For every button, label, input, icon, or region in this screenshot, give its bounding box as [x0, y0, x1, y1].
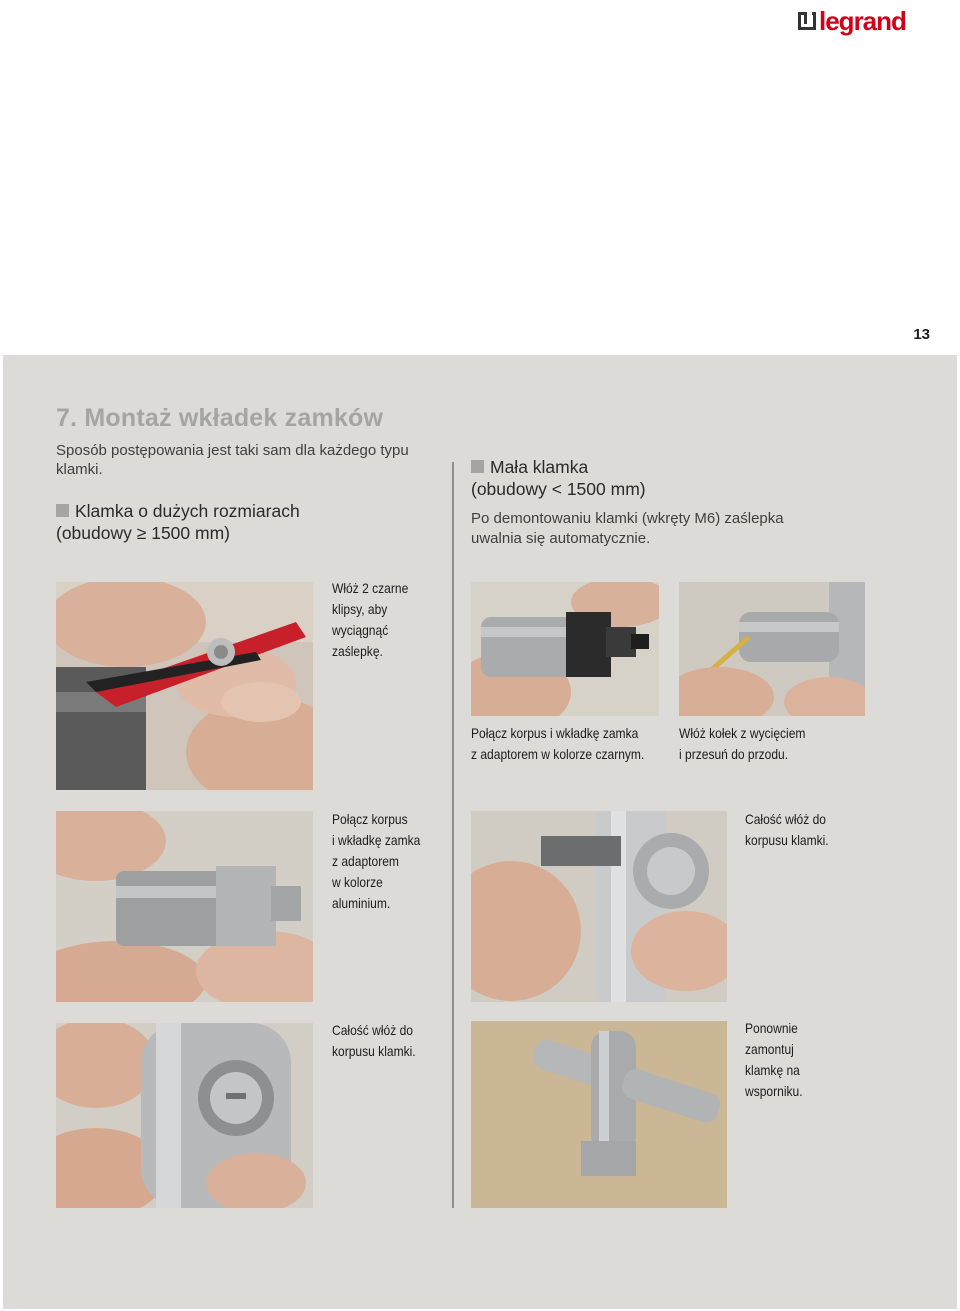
caption-line: Całość włóż do — [332, 1022, 413, 1038]
caption-line: Całość włóż do — [745, 811, 826, 827]
caption-line: Ponownie — [745, 1020, 798, 1036]
photo-remount-handle — [471, 1021, 727, 1208]
caption-line: z adaptorem — [332, 853, 399, 869]
section-large-handle — [56, 500, 356, 544]
caption-line: korpusu klamki. — [745, 832, 829, 848]
caption-line: Połącz korpus i wkładkę zamka — [471, 725, 639, 741]
caption-line: klamkę na — [745, 1062, 800, 1078]
photo-insert-pin — [679, 582, 865, 716]
photo-connect-black-adaptor — [471, 582, 659, 716]
caption-insert-clips — [332, 578, 408, 662]
caption-line: klipsy, aby — [332, 601, 388, 617]
caption-line: zaślepkę. — [332, 643, 383, 659]
description-line: Po demontowaniu klamki (wkręty M6) zaślepka — [471, 510, 784, 527]
caption-line: zamontuj — [745, 1041, 794, 1057]
section-large-title: Klamka o dużych rozmiarach — [75, 501, 300, 521]
caption-line: i przesuń do przodu. — [679, 746, 789, 762]
photo-insert-whole-handle — [56, 1023, 313, 1208]
caption-connect-aluminium-adaptor — [332, 809, 420, 914]
caption-connect-black-adaptor — [471, 723, 644, 765]
intro-text: Sposób postępowania jest taki sam dla każdego typu klamki. — [56, 442, 409, 478]
section-small-subtitle: (obudowy < 1500 mm) — [471, 479, 646, 499]
caption-line: Włóż 2 czarne — [332, 580, 409, 596]
photo-insert-clips — [56, 582, 313, 790]
description-line: uwalnia się automatycznie. — [471, 530, 651, 547]
section-small-title: Mała klamka — [490, 457, 589, 477]
caption-insert-whole-right — [745, 809, 829, 851]
caption-line: wsporniku. — [745, 1083, 803, 1099]
section-small-handle — [471, 456, 791, 500]
caption-line: Włóż kołek z wycięciem — [679, 725, 806, 741]
section-large-subtitle: (obudowy ≥ 1500 mm) — [56, 523, 230, 543]
caption-insert-pin — [679, 723, 805, 765]
caption-line: korpusu klamki. — [332, 1043, 416, 1059]
logo-wordmark: legrand — [819, 5, 906, 36]
caption-line: aluminium. — [332, 895, 391, 911]
legrand-logo — [798, 6, 906, 36]
photo-connect-aluminium-adaptor — [56, 811, 313, 1002]
page-number: 13 — [913, 326, 930, 343]
section-small-description — [471, 509, 851, 549]
bullet-square-icon — [471, 460, 484, 473]
caption-insert-whole-left — [332, 1020, 416, 1062]
caption-line: z adaptorem w kolorze czarnym. — [471, 746, 645, 762]
photo-insert-into-handle — [471, 811, 727, 1002]
bullet-square-icon — [56, 504, 69, 517]
caption-remount — [745, 1018, 803, 1102]
caption-line: Połącz korpus — [332, 811, 408, 827]
page-title: 7. Montaż wkładek zamków — [56, 404, 384, 432]
legrand-logo-mark-icon — [798, 12, 816, 30]
caption-line: i wkładkę zamka — [332, 832, 421, 848]
caption-line: wyciągnąć — [332, 622, 389, 638]
caption-line: w kolorze — [332, 874, 383, 890]
column-divider — [452, 462, 454, 1208]
